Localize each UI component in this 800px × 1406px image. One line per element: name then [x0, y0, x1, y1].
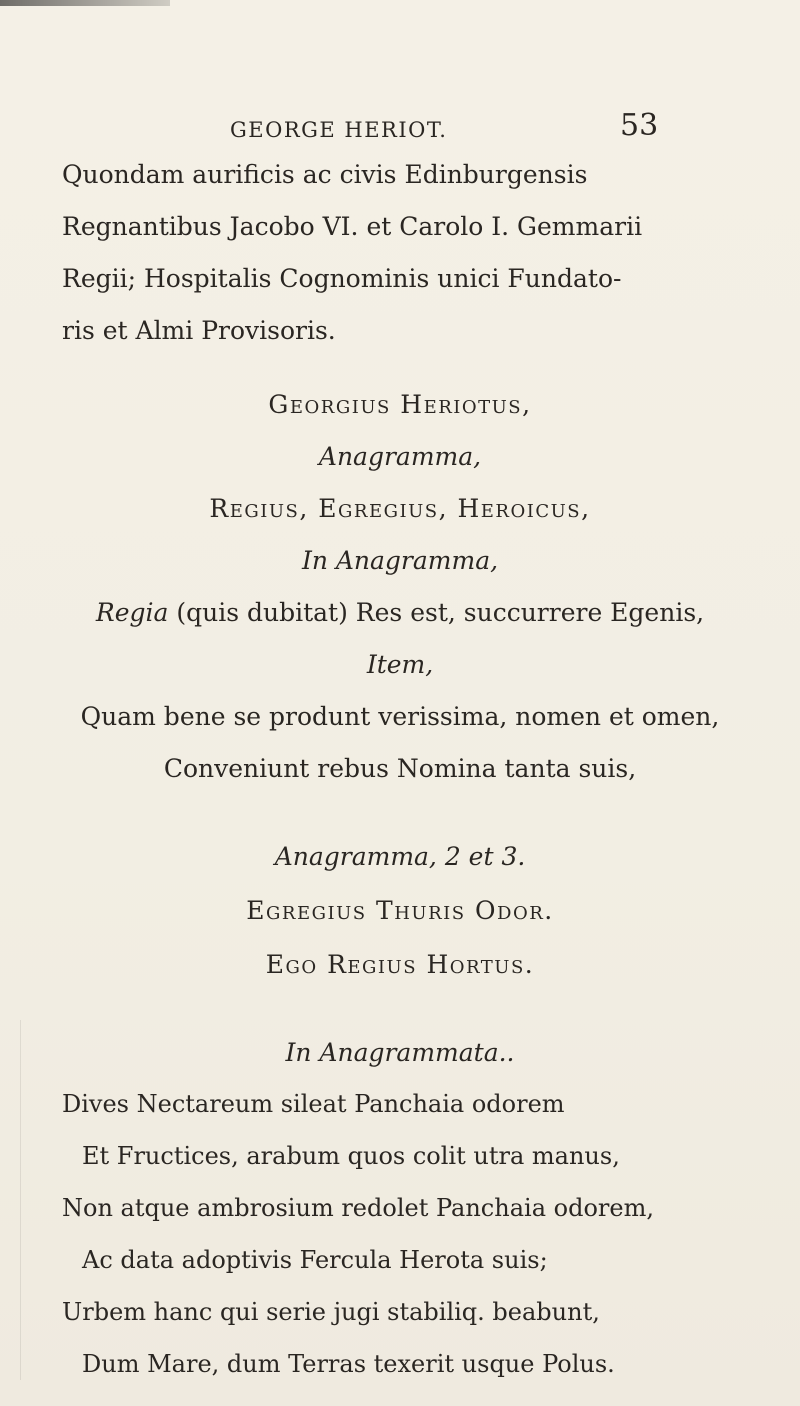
- intro-line: Regii; Hospitalis Cognominis unici Fundato-: [62, 264, 622, 293]
- verse-line: Ac data adoptivis Fercula Herota suis;: [82, 1246, 548, 1274]
- verse-line: Et Fructices, arabum quos colit utra manus,: [82, 1142, 620, 1170]
- page-number: 53: [620, 108, 659, 143]
- intro-line: Regnantibus Jacobo VI. et Carolo I. Gemmarii: [62, 212, 643, 241]
- second-anagram-result-2: Ego Regius Hortus.: [265, 950, 535, 979]
- epigram-line-3: Conveniunt rebus Nomina tanta suis,: [163, 754, 637, 783]
- in-anagrammata-label: In Anagrammata..: [285, 1038, 515, 1067]
- second-anagram-result-1: Egregius Thuris Odor.: [246, 896, 554, 925]
- in-anagramma-label: In Anagramma,: [301, 546, 499, 575]
- epigram-line-1: [0, 598, 800, 627]
- epigram-line-1-text: (quis dubitat) Res est, succurrere Egenis,: [168, 598, 705, 627]
- epigram-line-1-italic: Regia: [95, 598, 169, 627]
- verse-line: Dum Mare, dum Terras texerit usque Polus.: [82, 1350, 615, 1378]
- page-edge-shadow: [0, 0, 170, 6]
- intro-line: Quondam aurificis ac civis Edinburgensis: [62, 160, 588, 189]
- item-label: Item,: [366, 650, 434, 679]
- second-anagram-label: Anagramma, 2 et 3.: [274, 842, 526, 871]
- intro-line: ris et Almi Provisoris.: [62, 316, 336, 345]
- epigram-line-2: Quam bene se produnt verissima, nomen et omen,: [80, 702, 720, 731]
- page-margin-shadow: [20, 1020, 21, 1380]
- anagram-label: Anagramma,: [318, 442, 482, 471]
- verse-line: Dives Nectareum sileat Panchaia odorem: [62, 1090, 565, 1118]
- anagram-name: Georgius Heriotus,: [268, 390, 532, 419]
- verse-line: Urbem hanc qui serie jugi stabiliq. beabunt,: [62, 1298, 600, 1326]
- anagram-result: Regius, Egregius, Heroicus,: [209, 494, 591, 523]
- verse-line: Non atque ambrosium redolet Panchaia odorem,: [62, 1194, 654, 1222]
- running-title: GEORGE HERIOT.: [230, 118, 448, 142]
